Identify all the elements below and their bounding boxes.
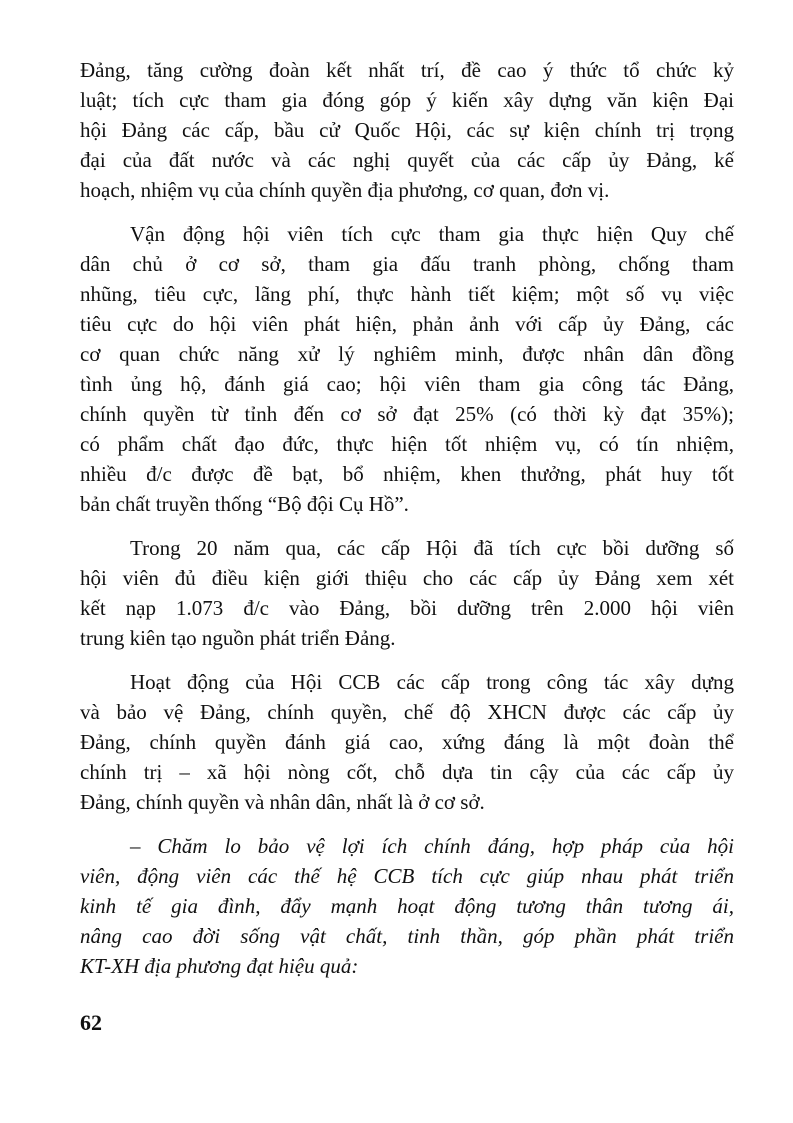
text-line: Đảng, tăng cường đoàn kết nhất trí, đề cao ý thức tổ chức kỷ	[80, 58, 734, 82]
text-line: tiêu cực do hội viên phát hiện, phản ảnh với cấp ủy Đảng, các	[80, 312, 734, 336]
paragraph	[80, 667, 734, 817]
text-line: cơ quan chức năng xử lý nghiêm minh, được nhân dân đồng	[80, 342, 734, 366]
text-line: đại của đất nước và các nghị quyết của các cấp ủy Đảng, kế	[80, 148, 734, 172]
text-line: tình ủng hộ, đánh giá cao; hội viên tham gia công tác Đảng,	[80, 372, 734, 396]
text-line: kinh tế gia đình, đẩy mạnh hoạt động tương thân tương ái,	[80, 894, 734, 918]
text-line: Trong 20 năm qua, các cấp Hội đã tích cực bồi dưỡng số	[130, 536, 734, 560]
text-line: nhiều đ/c được đề bạt, bổ nhiệm, khen thưởng, phát huy tốt	[80, 462, 734, 486]
paragraph	[80, 831, 734, 981]
page-body	[80, 55, 734, 995]
text-line: kết nạp 1.073 đ/c vào Đảng, bồi dưỡng trên 2.000 hội viên	[80, 596, 734, 620]
text-line: trung kiên tạo nguồn phát triển Đảng.	[80, 626, 396, 650]
text-line: hội Đảng các cấp, bầu cử Quốc Hội, các sự kiện chính trị trọng	[80, 118, 734, 142]
text-line: Vận động hội viên tích cực tham gia thực hiện Quy chế	[130, 222, 734, 246]
paragraph	[80, 55, 734, 205]
text-line: Đảng, chính quyền đánh giá cao, xứng đáng là một đoàn thể	[80, 730, 734, 754]
text-line: và bảo vệ Đảng, chính quyền, chế độ XHCN được các cấp ủy	[80, 700, 734, 724]
text-line: dân chủ ở cơ sở, tham gia đấu tranh phòng, chống tham	[80, 252, 734, 276]
text-line: nâng cao đời sống vật chất, tinh thần, góp phần phát triển	[80, 924, 734, 948]
text-line: Hoạt động của Hội CCB các cấp trong công tác xây dựng	[130, 670, 734, 694]
text-line: chính quyền từ tỉnh đến cơ sở đạt 25% (có thời kỳ đạt 35%);	[80, 402, 734, 426]
text-line: Đảng, chính quyền và nhân dân, nhất là ở cơ sở.	[80, 790, 485, 814]
text-line: hội viên đủ điều kiện giới thiệu cho các cấp ủy Đảng xem xét	[80, 566, 734, 590]
page-number: 62	[80, 1010, 102, 1035]
text-line: bản chất truyền thống “Bộ đội Cụ Hồ”.	[80, 492, 409, 516]
text-line: luật; tích cực tham gia đóng góp ý kiến xây dựng văn kiện Đại	[80, 88, 734, 112]
text-line: có phẩm chất đạo đức, thực hiện tốt nhiệm vụ, có tín nhiệm,	[80, 432, 734, 456]
text-line: chính trị – xã hội nòng cốt, chỗ dựa tin cậy của các cấp ủy	[80, 760, 734, 784]
paragraph	[80, 533, 734, 653]
text-line: viên, động viên các thế hệ CCB tích cực giúp nhau phát triển	[80, 864, 734, 888]
text-line: nhũng, tiêu cực, lãng phí, thực hành tiết kiệm; một số vụ việc	[80, 282, 734, 306]
paragraph	[80, 219, 734, 519]
text-line: KT-XH địa phương đạt hiệu quả:	[80, 954, 359, 978]
text-line: – Chăm lo bảo vệ lợi ích chính đáng, hợp pháp của hội	[130, 834, 734, 858]
text-line: hoạch, nhiệm vụ của chính quyền địa phương, cơ quan, đơn vị.	[80, 178, 610, 202]
